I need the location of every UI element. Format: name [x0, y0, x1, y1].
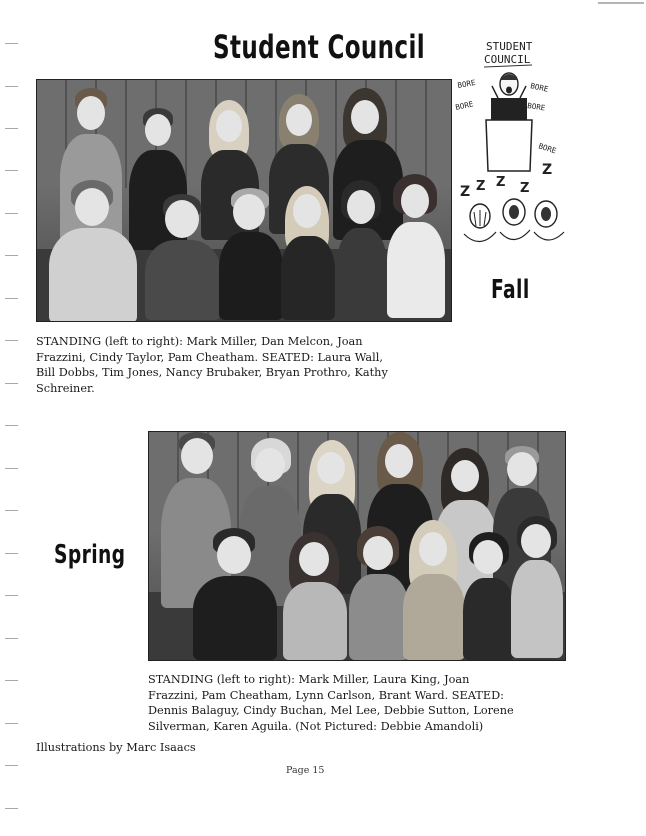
cartoon-title-line2: COUNCIL	[484, 53, 531, 66]
student-council-cartoon	[450, 36, 575, 251]
fall-caption: STANDING (left to right): Mark Miller, Dan Melcon, Joan Frazzini, Cindy Taylor, Pam Cheatham. SEATED: Laura Wall, Bill Dobbs, Tim Jones, Nancy Brubaker, Bryan Prothro, Kathy Schreiner.	[36, 335, 388, 395]
margin-tick	[5, 213, 18, 214]
margin-tick	[5, 510, 18, 511]
margin-tick	[5, 128, 18, 129]
page-title: Student Council	[213, 28, 425, 66]
margin-tick	[5, 340, 18, 341]
z-letter: Z	[476, 179, 486, 194]
z-letter: Z	[542, 162, 553, 178]
margin-tick	[5, 765, 18, 766]
z-letter: Z	[460, 184, 471, 200]
margin-tick	[5, 86, 18, 87]
bore-word: BORE	[529, 81, 550, 94]
margin-tick	[5, 383, 18, 384]
spring-caption: STANDING (left to right): Mark Miller, Laura King, Joan Frazzini, Pam Cheatham, Lynn Carlson, Brant Ward. SEATED: Dennis Balaguy, Cindy Buchan, Mel Lee, Debbie Sutton, Lorene Silverman, Karen Aguila. (Not Pictured: Debbie Amandoli)	[148, 673, 514, 733]
page-number: Page 15	[286, 765, 325, 776]
margin-tick	[5, 723, 18, 724]
spring-label: Spring	[54, 540, 126, 570]
margin-tick	[5, 43, 18, 44]
z-letter: Z	[520, 181, 530, 196]
margin-tick	[5, 808, 18, 809]
bore-word: BORE	[537, 141, 558, 156]
margin-tick	[5, 170, 18, 171]
bore-word: BORE	[454, 99, 475, 112]
margin-tick	[5, 553, 18, 554]
margin-tick	[5, 425, 18, 426]
bore-word: BORE	[456, 77, 477, 90]
illustration-credit: Illustrations by Marc Isaacs	[36, 741, 196, 754]
bore-word: BORE	[526, 101, 546, 113]
margin-tick	[5, 255, 18, 256]
margin-tick	[5, 638, 18, 639]
margin-tick	[5, 298, 18, 299]
fall-label: Fall	[491, 275, 530, 305]
spring-group-photo	[148, 431, 566, 661]
fall-group-photo	[36, 79, 452, 322]
margin-tick	[5, 595, 18, 596]
z-letter: Z	[496, 175, 506, 190]
cartoon-title-line1: STUDENT	[486, 40, 533, 53]
margin-tick	[5, 680, 18, 681]
margin-tick	[5, 468, 18, 469]
corner-mark	[598, 2, 644, 4]
